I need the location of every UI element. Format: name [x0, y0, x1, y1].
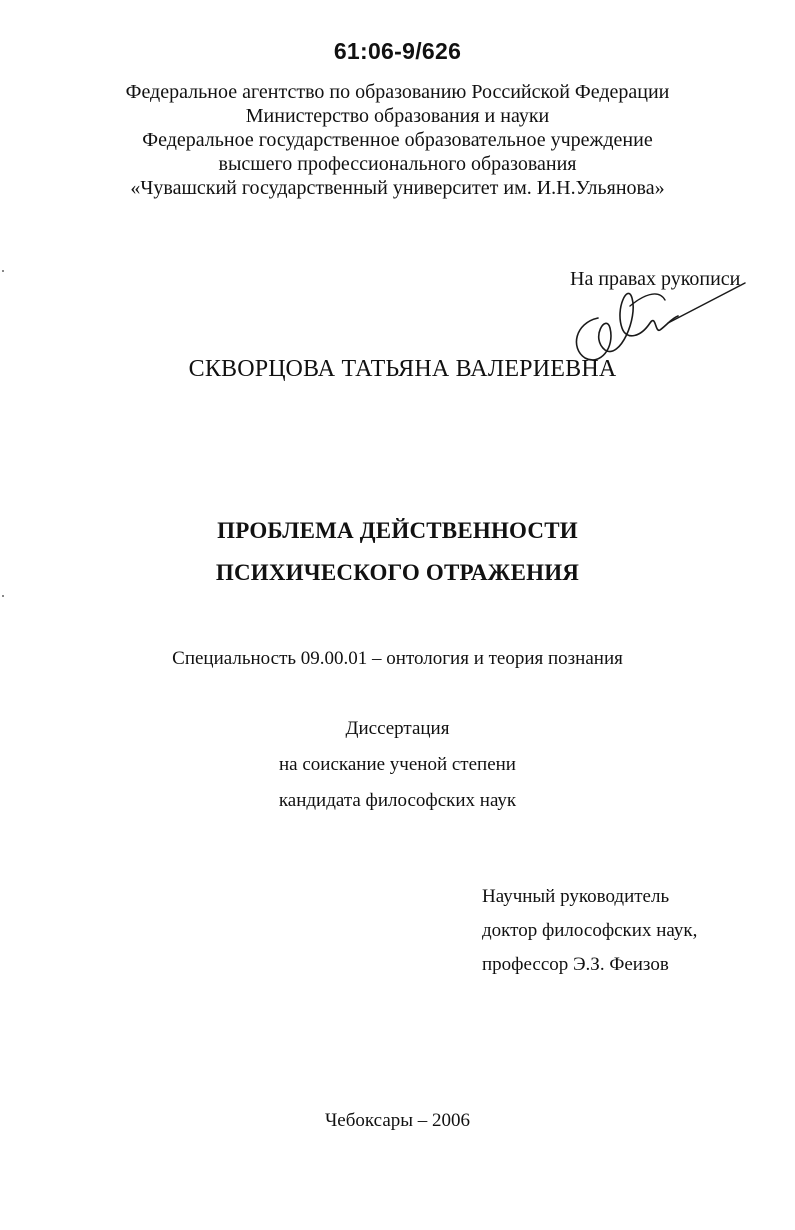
degree-line: на соискание ученой степени: [279, 754, 516, 775]
scan-edge-mark: [2, 270, 4, 272]
dissertation-title-line: ПСИХИЧЕСКОГО ОТРАЖЕНИЯ: [215, 560, 580, 585]
supervisor-line: доктор философских наук,: [482, 920, 698, 941]
city-year: Чебоксары – 2006: [324, 1110, 471, 1131]
specialty: Специальность 09.00.01 – онтология и теория познания: [172, 648, 623, 669]
institution-line: высшего профессионального образования: [218, 153, 577, 175]
institution-line: Федеральное государственное образовательное учреждение: [142, 129, 653, 151]
institution-line: Федеральное агентство по образованию Российской Федерации: [125, 81, 670, 103]
institution-line: Министерство образования и науки: [245, 105, 550, 127]
supervisor-line: Научный руководитель: [482, 886, 670, 907]
degree-line: кандидата философских наук: [278, 790, 517, 811]
institution-line: «Чувашский государственный университет им. И.Н.Ульянова»: [130, 177, 665, 199]
dissertation-title-line: ПРОБЛЕМА ДЕЙСТВЕННОСТИ: [217, 518, 578, 543]
author-name: СКВОРЦОВА ТАТЬЯНА ВАЛЕРИЕВНА: [188, 356, 617, 382]
manuscript-note: На правах рукописи: [570, 268, 741, 290]
catalog-code: 61:06-9/626: [333, 38, 462, 64]
degree-line: Диссертация: [345, 718, 450, 739]
scan-edge-mark: [2, 595, 4, 597]
supervisor-line: профессор Э.З. Феизов: [482, 954, 669, 975]
